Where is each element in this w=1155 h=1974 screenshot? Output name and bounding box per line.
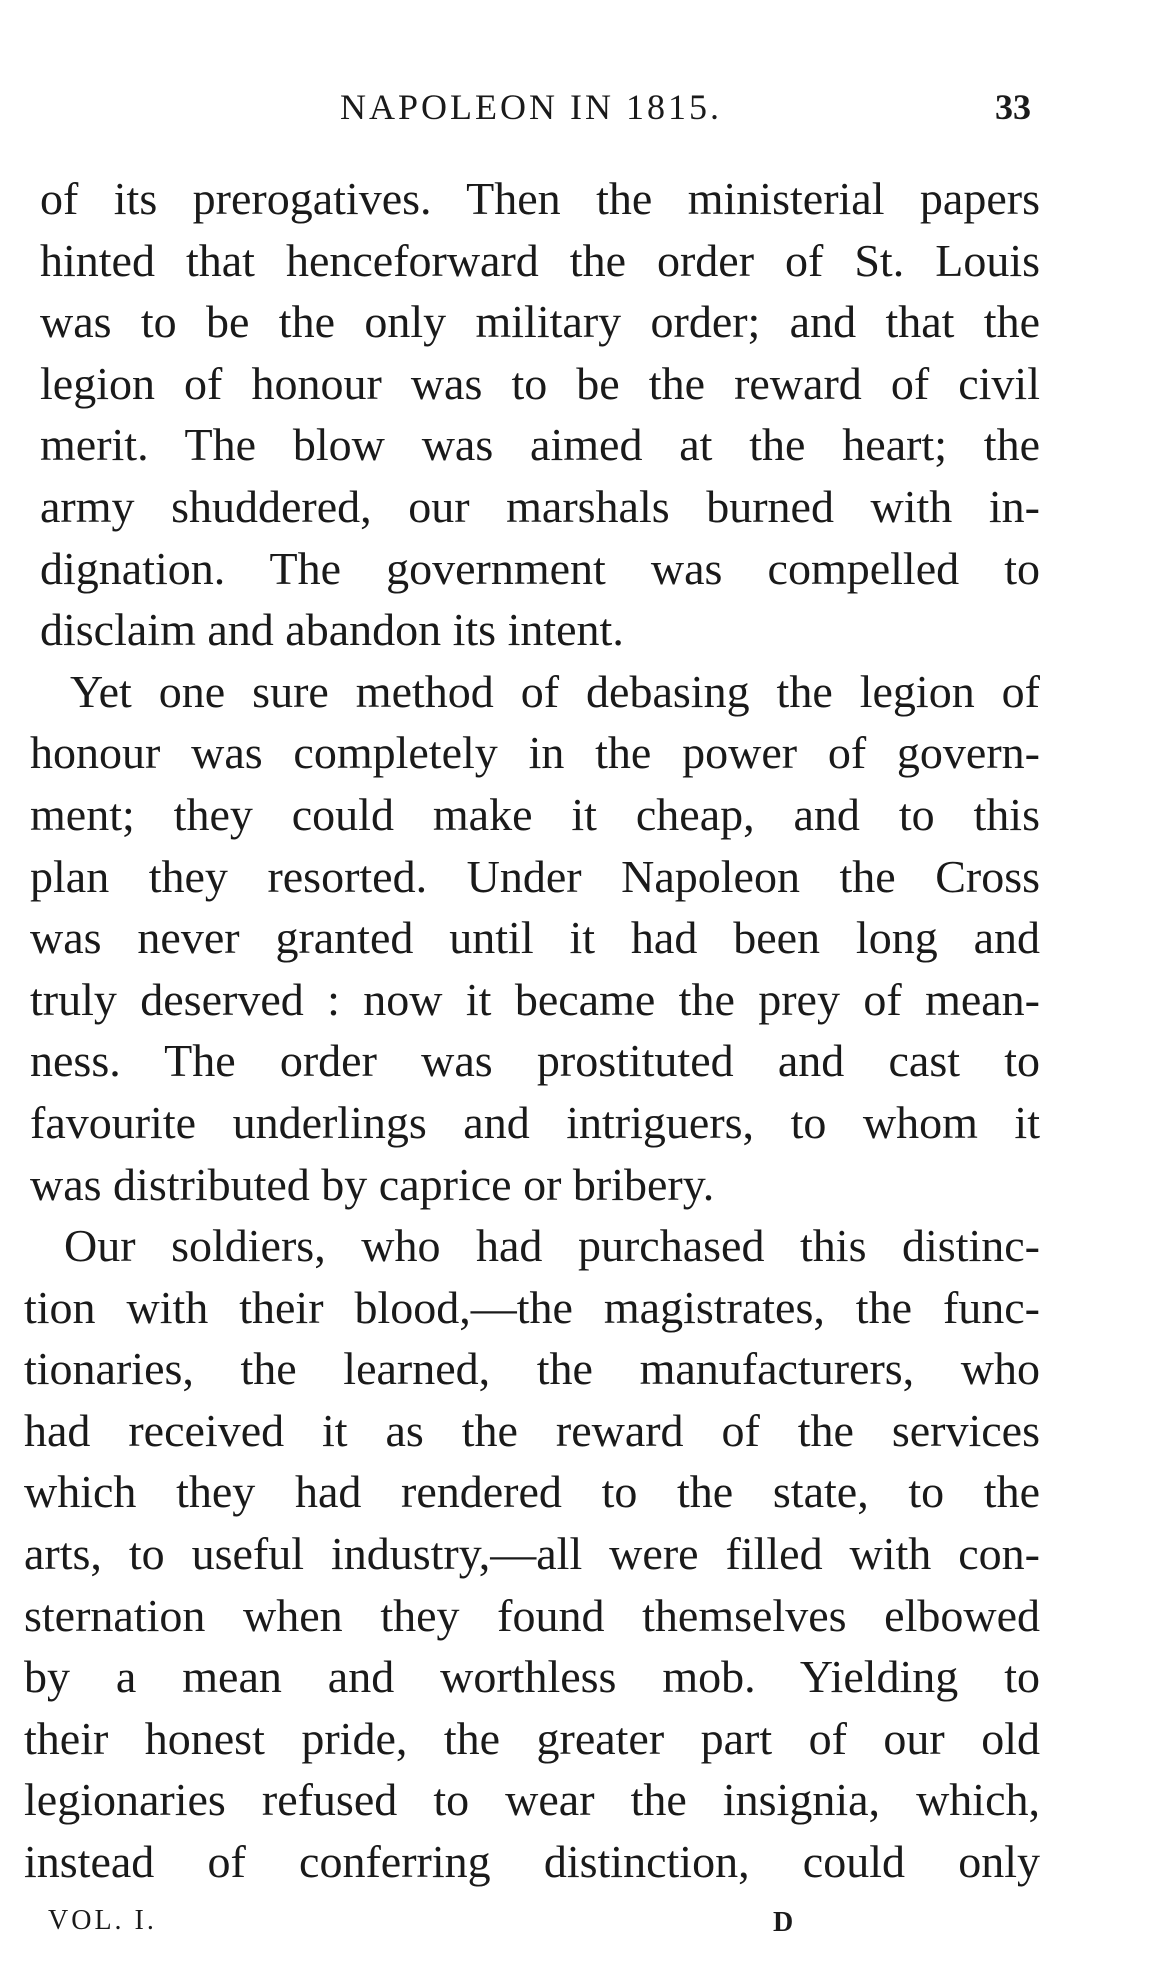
text-line: instead of conferring distinction, could only [24, 1836, 1040, 1888]
paragraph-1 [20, 168, 1040, 661]
text-line: of its prerogatives. Then the ministerial papers [40, 173, 1040, 224]
text-line: hinted that henceforward the order of St. Louis [40, 234, 1040, 286]
text-line: was never granted until it had been long and [30, 912, 1040, 964]
text-line: by a mean and worthless mob. Yielding to [24, 1651, 1040, 1703]
text-line: tion with their blood,—the magistrates, the func- [24, 1281, 1040, 1333]
text-line: legionaries refused to wear the insignia, which, [24, 1774, 1040, 1826]
text-line: truly deserved : now it became the prey of mean- [30, 973, 1040, 1025]
volume-label: VOL. I. [48, 1905, 157, 1936]
text-line: disclaim and abandon its intent. [40, 604, 624, 656]
text-line: their honest pride, the greater part of our old [24, 1712, 1040, 1764]
text-line: plan they resorted. Under Napoleon the Cross [30, 850, 1040, 902]
running-title: NAPOLEON IN 1815. [340, 87, 722, 127]
text-line: which they had rendered to the state, to the [24, 1466, 1040, 1518]
text-line: favourite underlings and intriguers, to whom it [30, 1096, 1040, 1148]
text-line: Yet one sure method of debasing the legion of [70, 665, 1040, 717]
text-line: Our soldiers, who had purchased this distinc- [64, 1220, 1040, 1272]
body-text [20, 168, 1040, 1893]
text-line: ment; they could make it cheap, and to this [30, 788, 1040, 840]
text-line: dignation. The government was compelled to [40, 542, 1040, 594]
text-line: arts, to useful industry,—all were filled with con- [24, 1528, 1040, 1580]
page-number: 33 [995, 87, 1031, 127]
signature-line [48, 1905, 1048, 1945]
text-line: had received it as the reward of the services [24, 1404, 1040, 1456]
text-line: was distributed by caprice or bribery. [30, 1158, 715, 1210]
text-line: merit. The blow was aimed at the heart; the [40, 419, 1040, 471]
text-line: army shuddered, our marshals burned with in- [40, 480, 1040, 532]
text-line: legion of honour was to be the reward of civil [40, 357, 1040, 409]
running-head [40, 86, 1040, 136]
signature-mark: D [773, 1907, 794, 1938]
text-line: honour was completely in the power of govern- [30, 727, 1040, 779]
paragraph-3 [20, 1215, 1040, 1893]
paragraph-2 [20, 661, 1040, 1215]
text-line: tionaries, the learned, the manufacturers, who [24, 1343, 1040, 1395]
text-line: sternation when they found themselves elbowed [24, 1589, 1040, 1641]
text-line: ness. The order was prostituted and cast to [30, 1035, 1040, 1087]
text-line: was to be the only military order; and that the [40, 296, 1040, 348]
